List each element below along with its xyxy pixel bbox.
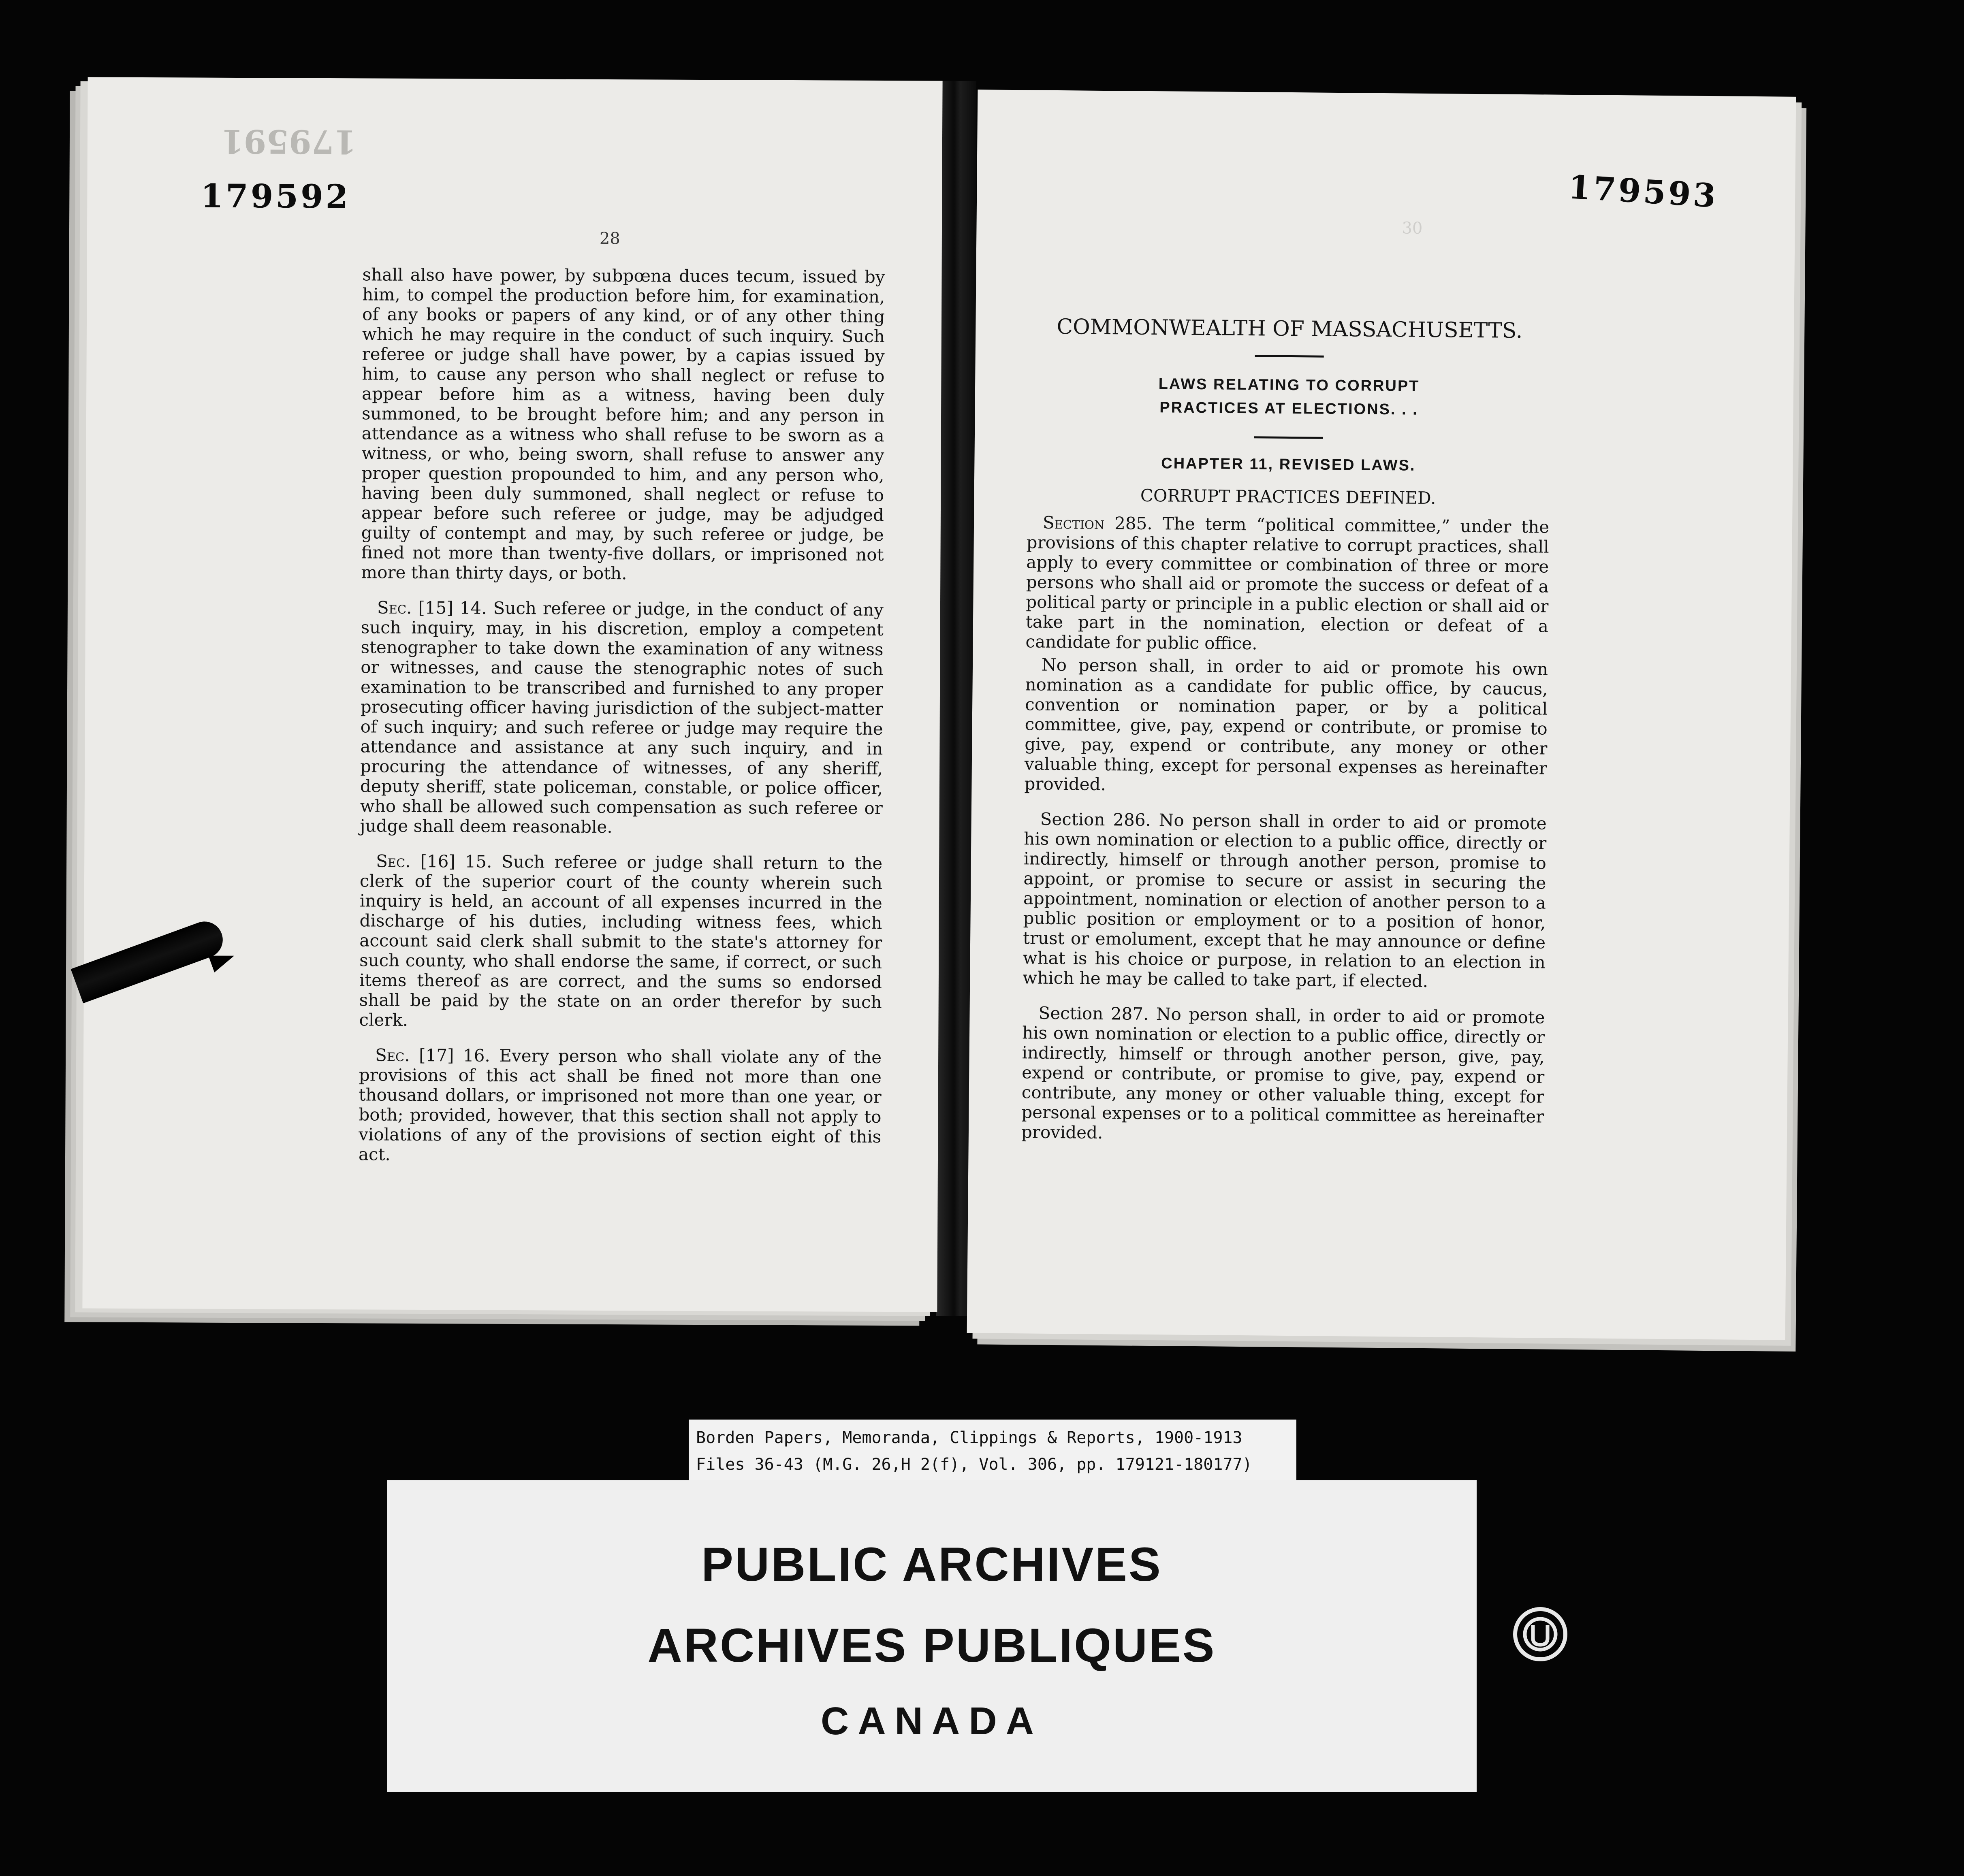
section-286-heading: Section 286.	[1040, 809, 1151, 830]
continuation-paragraph: shall also have power, by subpœna duces tecum, issued by him, to compel the production before him, for examination, of any books or papers of any kind, or of any other thing which he may require in the conduct of such inquiry. Such referee or judge shall have power, by a capias issued by him, to cause any person who shall neglect or refuse to appear before him as a witness, having been duly summoned, to be brought before him; and any person in attendance as a witness who shall refuse to be sworn as a witness, or who, being sworn, shall refuse to answer any proper question propounded to him, and any person who, having been duly summoned, shall neglect or refuse to appear before such referee or judge, may be adjudged guilty of contempt and may, by such referee or judge, be fined not more than twenty-five dollars, or imprisoned not more than thirty days, or both.	[361, 264, 885, 584]
section-287-heading: Section 287.	[1038, 1003, 1149, 1024]
archives-line-french: ARCHIVES PUBLIQUES	[647, 1619, 1216, 1672]
left-stamp-number: 179592	[201, 177, 351, 216]
section-15-heading: Sec. [16] 15.	[376, 851, 492, 872]
section-title: CORRUPT PRACTICES DEFINED.	[1140, 485, 1436, 508]
left-page-number: 28	[599, 229, 620, 248]
section-15-paragraph	[359, 851, 882, 1032]
section-285-heading: Section 285.	[1042, 512, 1153, 534]
section-14-text: Such referee or judge, in the conduct of any such inquiry, may, in his discretion, employ a competent stenographer to take down the examination of any witness or witnesses, and cause the stenographic notes of such examination to be transcribed and furnished to any proper prosecuting officer having jurisdiction of the subject-matter of such inquiry; and such referee or judge may require the attendance and assistance at any such inquiry, and in procuring the attendance of witnesses, of any sheriff, deputy sheriff, state policeman, constable, or police officer, who shall be allowed such compensation as such referee or judge shall deem reasonable.	[360, 598, 884, 837]
section-14-heading: Sec. [15] 14.	[377, 597, 487, 618]
reference-label-line-2: Files 36-43 (M.G. 26,H 2(f), Vol. 306, pp. 179121-180177)	[696, 1455, 1252, 1474]
section-14-paragraph	[360, 597, 884, 838]
divider-rule	[1255, 355, 1324, 357]
archives-card	[387, 1480, 1477, 1792]
section-16-paragraph	[359, 1045, 882, 1166]
section-285-second-paragraph: No person shall, in order to aid or promote his own nomination as a candidate for public office, by caucus, convention or nomination paper, or by a political committee, give, pay, expend or contribute, or promise to give, pay, expend or contribute, any money or other valuable thing, except for personal expenses as hereinafter provided.	[1024, 654, 1548, 795]
subtitle-line-2: PRACTICES AT ELECTIONS. . .	[1159, 399, 1418, 418]
section-285-paragraph	[1025, 512, 1549, 656]
archives-line-english: PUBLIC ARCHIVES	[701, 1538, 1162, 1591]
chapter-heading: CHAPTER 11, REVISED LAWS.	[1161, 455, 1416, 474]
divider-rule	[1254, 436, 1323, 439]
section-286-paragraph	[1023, 809, 1547, 992]
subtitle-line-1: LAWS RELATING TO CORRUPT	[1158, 375, 1420, 395]
right-stamp-number: 179593	[1567, 168, 1719, 215]
left-text-column	[359, 264, 885, 1182]
section-285-text: The term “political committee,” under the provisions of this chapter relative to corrupt practices, shall apply to every committee or combination of three or more persons who shall aid or promote the success or defeat of a political party or principle in a public election or shall aid or take part in the nomination, election or defeat of a candidate for public office.	[1025, 514, 1550, 654]
section-287-text: No person shall, in order to aid or promote his own nomination or election to a public office, directly or indirectly, himself or through another person, give, pay, expend or contribute, or promise to give, pay, expend or contribute, any money or other valuable thing, except for personal expenses or to a political committee as hereinafter provided.	[1021, 1004, 1545, 1143]
ghost-stamp-number: 179591	[221, 122, 357, 161]
right-page-number: 30	[1402, 219, 1423, 238]
section-15-text: Such referee or judge shall return to the clerk of the superior court of the county wherein such inquiry is held, an account of all expenses incurred in the discharge of his duties, including witness fees, which account said clerk shall submit to the state's attorney for such county, who shall endorse the same, if correct, or such items thereof as are correct, and the sums so endorsed shall be paid by the state on an order therefor by such clerk.	[359, 851, 883, 1030]
microfilm-logo-icon	[1512, 1606, 1569, 1663]
right-text-column	[1021, 314, 1551, 1162]
section-16-heading: Sec. [17] 16.	[375, 1045, 490, 1066]
archives-line-country: CANADA	[821, 1699, 1043, 1743]
section-286-text: No person shall in order to aid or promote his own nomination or election to a public office, directly or indirectly, himself or through another person, promise to appoint, or promise to secure or assist in securing the appointment, nomination or election of another person to a public position or employment or to a position of honor, trust or emolument, except that he may announce or define what is his choice or purpose, in relation to an election in which he may be called to take part, if elected.	[1023, 810, 1547, 991]
section-287-paragraph	[1021, 1003, 1545, 1146]
document-title: COMMONWEALTH OF MASSACHUSETTS.	[1057, 314, 1523, 343]
section-16-text: Every person who shall violate any of the provisions of this act shall be fined not more than one thousand dollars, or imprisoned not more than one year, or both; provided, however, that this section shall not apply to violations of any of the provisions of section eight of this act.	[358, 1045, 882, 1164]
reference-label-line-1: Borden Papers, Memoranda, Clippings & Reports, 1900-1913	[696, 1428, 1242, 1447]
reference-label	[689, 1420, 1296, 1488]
left-page	[82, 77, 942, 1312]
right-page	[967, 90, 1796, 1340]
